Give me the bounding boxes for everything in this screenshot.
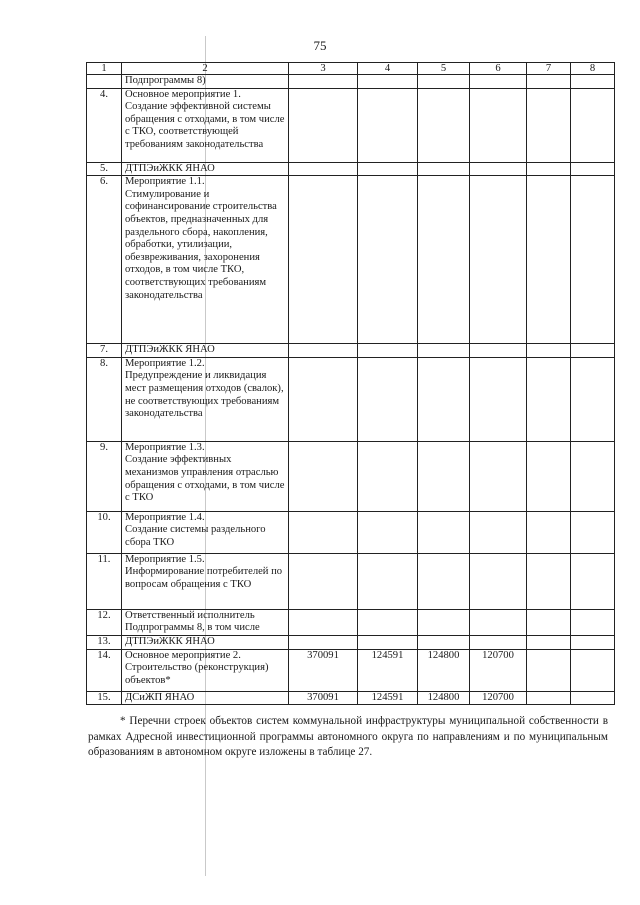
- row-name: ДТПЭиЖКК ЯНАО: [122, 162, 289, 176]
- row-name: Основное мероприятие 2. Строительство (реконструкция) объектов*: [122, 649, 289, 691]
- value-cell: [289, 441, 358, 511]
- value-cell: [418, 357, 470, 441]
- value-cell: [571, 176, 615, 344]
- footnote-text: * Перечни строек объектов систем коммунальной инфраструктуры муниципальной собственности в рамках Адресной инвестиционной программы автономного округа по направлениям и по муниципальным образованиям в автономном округе изложены в таблице 27.: [88, 715, 608, 758]
- value-cell: [470, 609, 527, 635]
- value-cell: [527, 609, 571, 635]
- column-header: 8: [571, 63, 615, 75]
- value-cell: [289, 344, 358, 358]
- value-cell: [358, 176, 418, 344]
- row-number: 15.: [87, 691, 122, 705]
- table-row: [87, 441, 615, 511]
- value-cell: [418, 176, 470, 344]
- value-cell: 370091: [289, 649, 358, 691]
- column-header: 7: [527, 63, 571, 75]
- value-cell: [527, 441, 571, 511]
- value-cell: [418, 635, 470, 649]
- value-cell: [358, 162, 418, 176]
- value-cell: [527, 357, 571, 441]
- value-cell: [418, 441, 470, 511]
- table-row: [87, 344, 615, 358]
- value-cell: [358, 553, 418, 609]
- value-cell: 120700: [470, 649, 527, 691]
- row-number: 7.: [87, 344, 122, 358]
- table-row: [87, 88, 615, 162]
- column-header: 1: [87, 63, 122, 75]
- value-cell: [470, 162, 527, 176]
- value-cell: [571, 553, 615, 609]
- value-cell: [571, 162, 615, 176]
- row-number: 10.: [87, 511, 122, 553]
- value-cell: [418, 75, 470, 89]
- column-header: 4: [358, 63, 418, 75]
- value-cell: [289, 357, 358, 441]
- value-cell: [470, 357, 527, 441]
- value-cell: [289, 609, 358, 635]
- footnote: [88, 714, 608, 761]
- value-cell: [527, 635, 571, 649]
- row-name: ДТПЭиЖКК ЯНАО: [122, 344, 289, 358]
- value-cell: [418, 609, 470, 635]
- value-cell: [470, 176, 527, 344]
- value-cell: [289, 553, 358, 609]
- row-number: 11.: [87, 553, 122, 609]
- value-cell: [358, 344, 418, 358]
- value-cell: [527, 344, 571, 358]
- value-cell: [571, 691, 615, 705]
- table-row: [87, 162, 615, 176]
- value-cell: [527, 75, 571, 89]
- value-cell: 124591: [358, 649, 418, 691]
- row-number: 8.: [87, 357, 122, 441]
- value-cell: [418, 553, 470, 609]
- value-cell: [571, 357, 615, 441]
- table-row: [87, 609, 615, 635]
- value-cell: [571, 635, 615, 649]
- table-header-row: [87, 63, 615, 75]
- value-cell: [571, 511, 615, 553]
- table-row: [87, 176, 615, 344]
- value-cell: [289, 88, 358, 162]
- value-cell: [289, 511, 358, 553]
- row-name: Мероприятие 1.3. Создание эффективных механизмов управления отраслью обращения с отходами, в том числе с ТКО: [122, 441, 289, 511]
- value-cell: [470, 511, 527, 553]
- row-number: 6.: [87, 176, 122, 344]
- row-name: Мероприятие 1.2. Предупреждение и ликвидация мест размещения отходов (свалок), не соответствующих требованиям законодательства: [122, 357, 289, 441]
- value-cell: [418, 511, 470, 553]
- value-cell: [418, 344, 470, 358]
- value-cell: [470, 88, 527, 162]
- value-cell: [358, 635, 418, 649]
- row-number: 5.: [87, 162, 122, 176]
- table-row: [87, 553, 615, 609]
- value-cell: [527, 553, 571, 609]
- value-cell: [527, 88, 571, 162]
- column-header: 3: [289, 63, 358, 75]
- value-cell: [571, 609, 615, 635]
- value-cell: [289, 635, 358, 649]
- row-number: 13.: [87, 635, 122, 649]
- row-name: Мероприятие 1.4. Создание системы раздельного сбора ТКО: [122, 511, 289, 553]
- value-cell: [470, 635, 527, 649]
- value-cell: [571, 344, 615, 358]
- value-cell: [470, 441, 527, 511]
- value-cell: 124800: [418, 691, 470, 705]
- value-cell: [358, 357, 418, 441]
- row-number: 4.: [87, 88, 122, 162]
- column-header: 5: [418, 63, 470, 75]
- value-cell: [358, 441, 418, 511]
- value-cell: 120700: [470, 691, 527, 705]
- value-cell: [358, 88, 418, 162]
- value-cell: [358, 609, 418, 635]
- table-row: [87, 357, 615, 441]
- table-row: [87, 691, 615, 705]
- value-cell: [571, 75, 615, 89]
- value-cell: 370091: [289, 691, 358, 705]
- table-row: [87, 649, 615, 691]
- row-name: ДТПЭиЖКК ЯНАО: [122, 635, 289, 649]
- funding-table: [86, 62, 615, 705]
- row-number: 12.: [87, 609, 122, 635]
- value-cell: [289, 176, 358, 344]
- table-row: [87, 75, 615, 89]
- value-cell: [470, 75, 527, 89]
- row-name: Мероприятие 1.5. Информирование потребителей по вопросам обращения с ТКО: [122, 553, 289, 609]
- value-cell: [571, 88, 615, 162]
- row-name: Мероприятие 1.1. Стимулирование и софинансирование строительства объектов, предназначенных для раздельного сбора, накопления, обработки, утилизации, обезвреживания, захоронения отходов, в том числе ТКО, соответствующих требованиям законодательства: [122, 176, 289, 344]
- value-cell: [418, 88, 470, 162]
- row-number: 9.: [87, 441, 122, 511]
- column-header: 6: [470, 63, 527, 75]
- value-cell: [527, 511, 571, 553]
- value-cell: [527, 162, 571, 176]
- table-row: [87, 635, 615, 649]
- column-header: 2: [122, 63, 289, 75]
- value-cell: [571, 441, 615, 511]
- table-row: [87, 511, 615, 553]
- value-cell: 124591: [358, 691, 418, 705]
- row-name: Основное мероприятие 1. Создание эффективной системы обращения с отходами, в том числе с ТКО, соответствующей требованиям законодательства: [122, 88, 289, 162]
- row-number: 14.: [87, 649, 122, 691]
- value-cell: [289, 162, 358, 176]
- value-cell: 124800: [418, 649, 470, 691]
- value-cell: [527, 649, 571, 691]
- row-name: Ответственный исполнитель Подпрограммы 8, в том числе: [122, 609, 289, 635]
- value-cell: [289, 75, 358, 89]
- value-cell: [571, 649, 615, 691]
- row-name: Подпрограммы 8): [122, 75, 289, 89]
- value-cell: [470, 344, 527, 358]
- value-cell: [470, 553, 527, 609]
- row-number: [87, 75, 122, 89]
- value-cell: [358, 75, 418, 89]
- value-cell: [418, 162, 470, 176]
- value-cell: [358, 511, 418, 553]
- value-cell: [527, 176, 571, 344]
- row-name: ДСиЖП ЯНАО: [122, 691, 289, 705]
- page-number: 75: [313, 38, 327, 53]
- value-cell: [527, 691, 571, 705]
